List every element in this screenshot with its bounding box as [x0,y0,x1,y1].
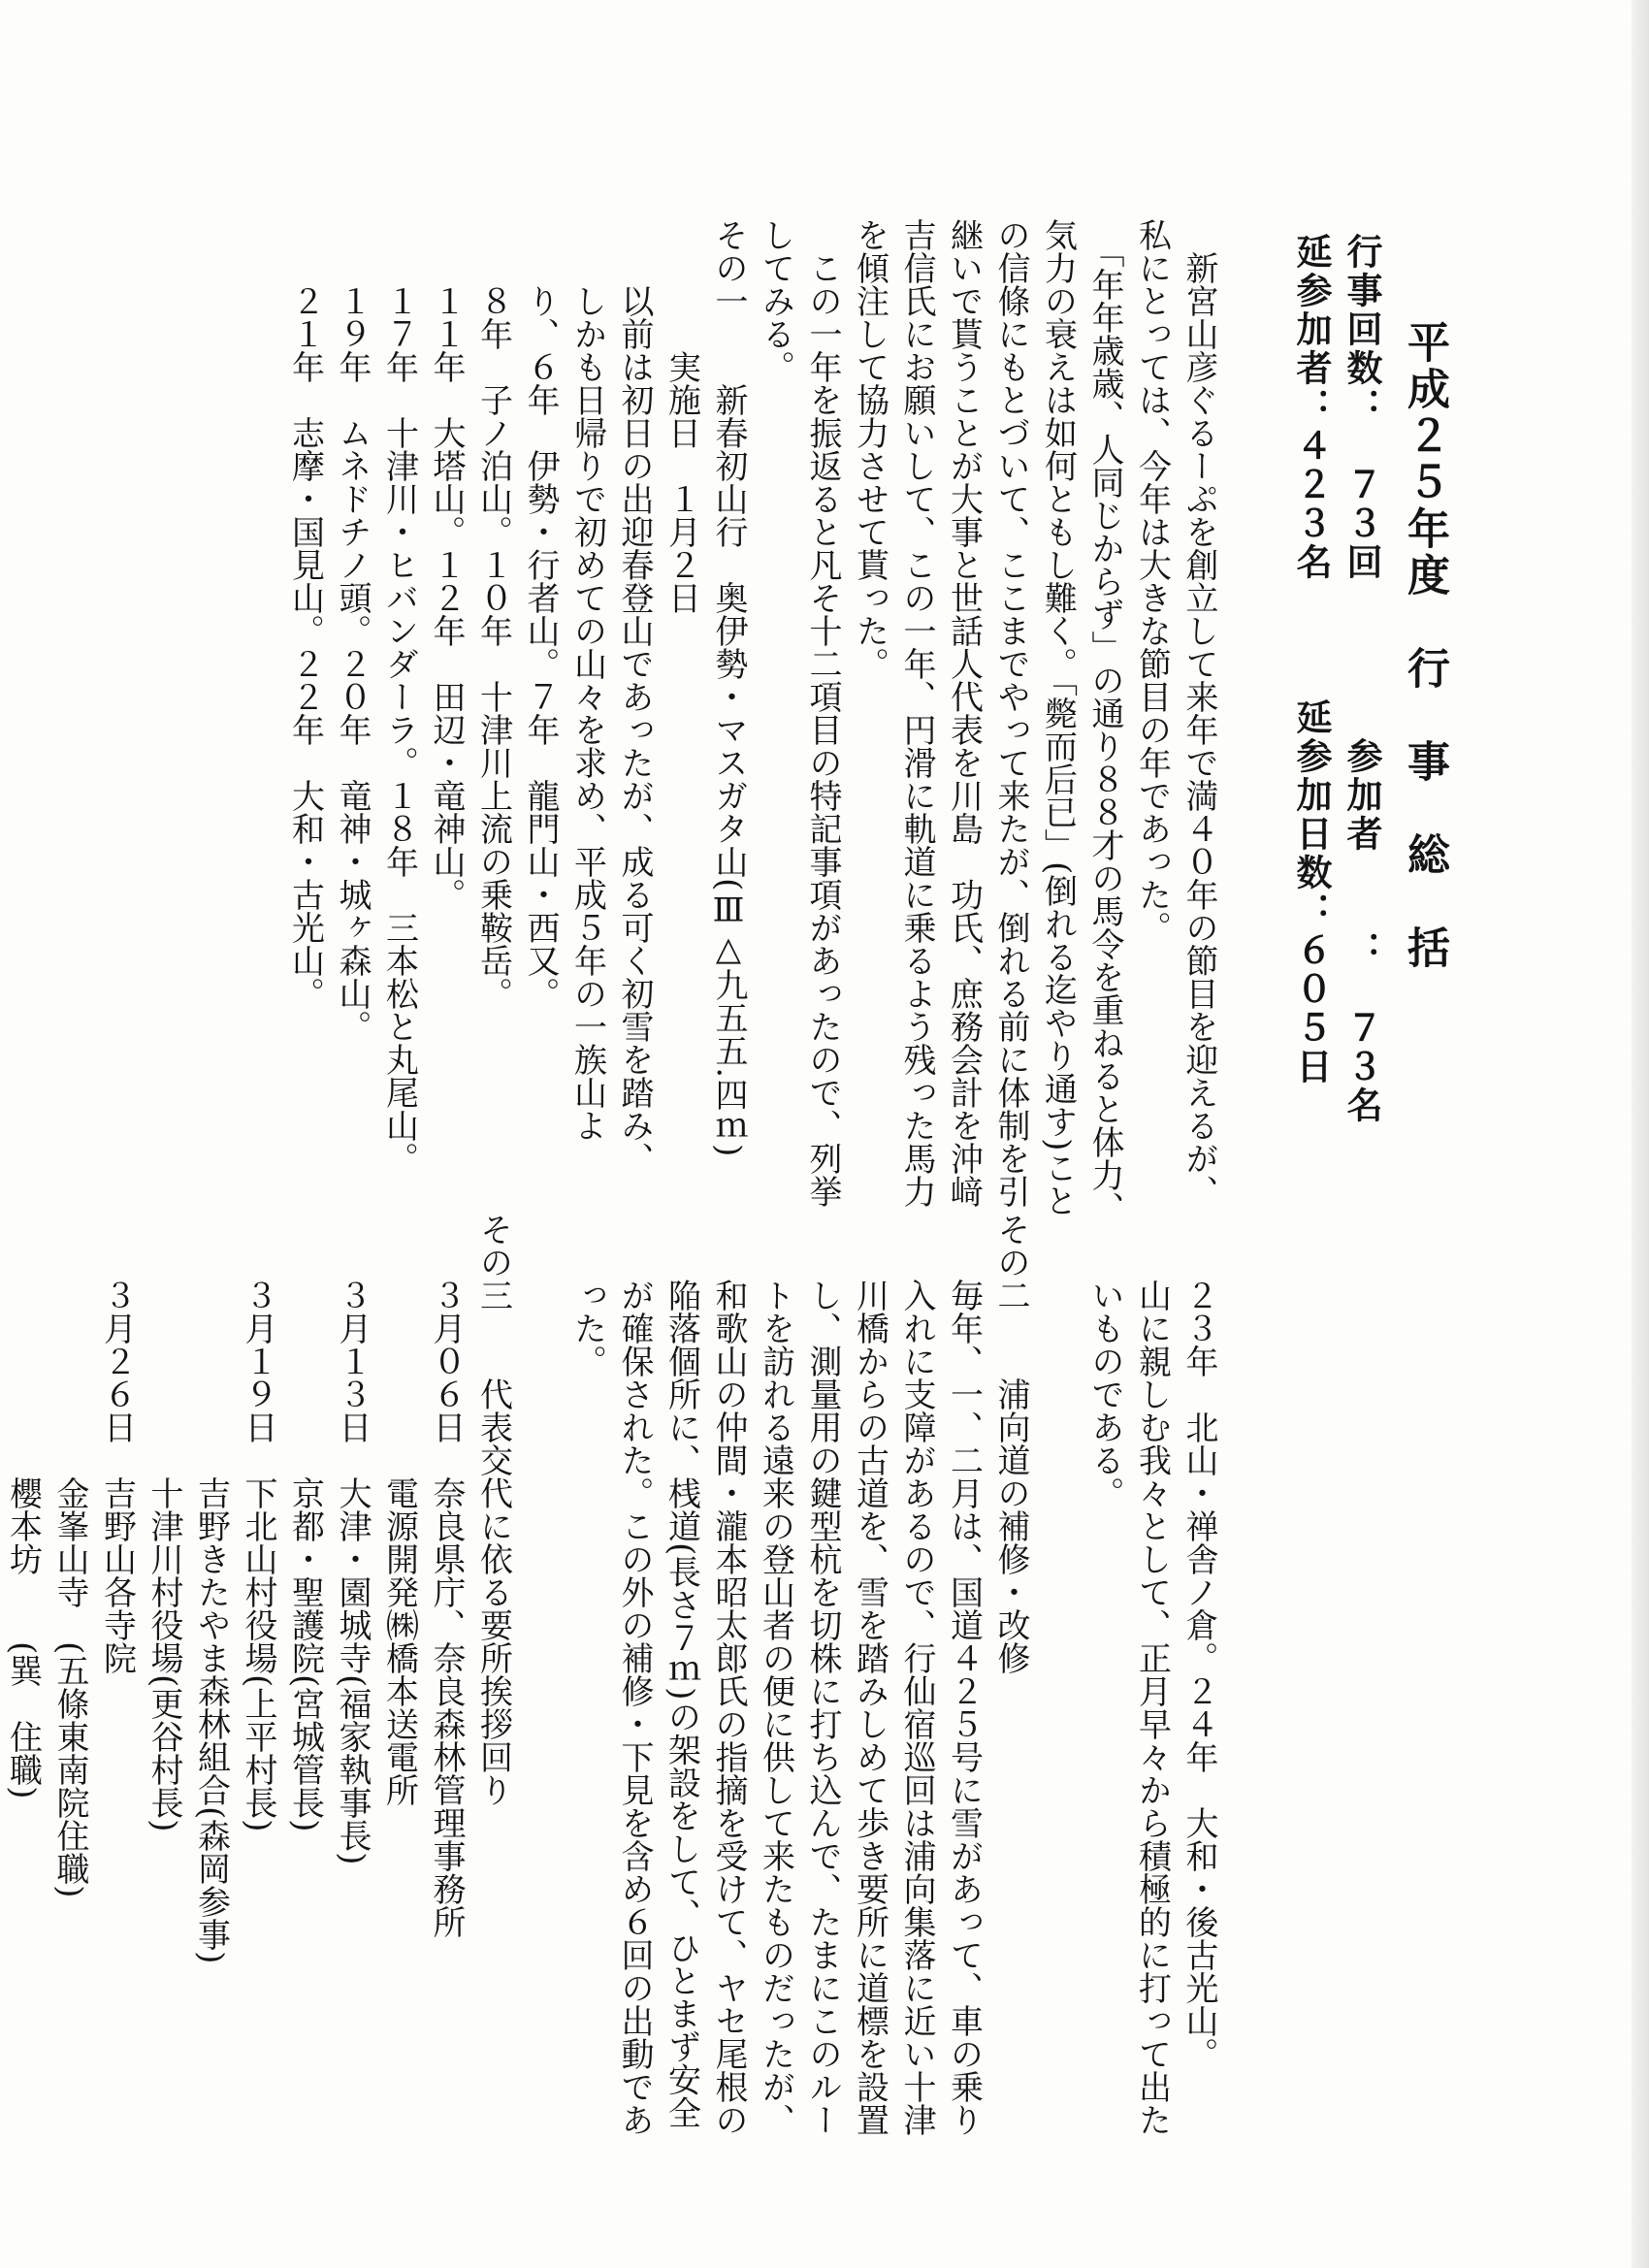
lower-text-line: 十津川村役場(更谷村長) [145,1213,183,1832]
lower-text-line: ３月１３日 大津・園城寺(福家執事長) [333,1213,372,1865]
upper-text-line: 「年年歳歳、人同じからず」の通り８８才の馬令を重ねると体力、 [1085,218,1124,1224]
body-text-lower [0,1213,1222,2212]
upper-text-line: 新宮山彦ぐるーぷを創立して来年で満４０年の節目を迎えるが、 [1180,218,1218,1208]
lower-text-line: その二 浦向道の補修・改修 [991,1213,1030,1674]
lower-text-line: 毎年、一、二月は、国道４２５号に雪があって、車の乗り [944,1213,984,2136]
lower-text-line: 金峯山寺 (五條東南院住職) [50,1213,89,1898]
upper-text-line: この一年を振返ると凡そ十二項目の特記事項があったので、列挙 [803,218,842,1208]
lower-text-line: 京都・聖護院(宮城管長) [285,1213,325,1832]
upper-text-line: 継いで貰うことが大事と世話人代表を川島 功氏、庶務会計を沖﨑 [944,218,984,1208]
lower-text-line: ３月１９日 下北山村役場(上平村長) [239,1213,277,1832]
lower-text-line: 吉野きたやま森林組合(森岡参事) [191,1213,231,1964]
upper-text-line: ８年 子ノ泊山。１０年 十津川上流の乗鞍岳。 [473,218,513,1010]
lower-text-line [517,1213,565,2212]
upper-text-line: 気力の衰えは如何ともし難く。「斃而后已」(倒れる迄やり通す)こと [1038,218,1078,1217]
lower-text-line: 山に親しむ我々として、正月早々から積極的に打って出た [1132,1213,1172,2136]
lower-text-line: った。 [567,1213,607,1377]
upper-text-line: 私にとっては、今年は大きな節目の年であった。 [1132,218,1172,944]
upper-text-line: 実施日 １月２日 [662,218,701,614]
upper-text-line: り、６年 伊勢・行者山。７年 龍門山・西又。 [521,218,560,1010]
lower-text-line: が確保された。この外の補修・下見を含め６回の出動であ [615,1213,654,2136]
upper-text-line: を傾注して協力させて貰った。 [850,218,889,680]
lower-text-line: ３月０６日 奈良県庁、奈良森林管理事務所 [427,1213,466,1938]
lower-text-line: 和歌山の仲間・瀧本昭太郎氏の指摘を受けて、ヤセ尾根の [709,1213,748,2136]
upper-text-line: 以前は初日の出迎春登山であったが、成る可く初雪を踏み、 [615,218,654,1175]
upper-text-line: の信條にもとづいて、ここまでやって来たが、倒れる前に体制を引 [991,218,1030,1208]
lower-text-line: いものである。 [1085,1213,1124,1509]
lower-text-line: 陥落個所に、桟道(長さ７ｍ)の架設をして、ひとまず安全 [662,1213,701,2129]
document-title: 平成２５年度 行 事 総 括 [1400,320,1449,972]
upper-text-line: １１年 大塔山。１２年 田辺・竜神山。 [427,218,466,911]
lower-text-line: ２３年 北山・禅舎ノ倉。２４年 大和・後古光山。 [1180,1213,1218,2070]
lower-text-line [1034,1213,1082,2212]
stats-line-totals: 延参加者：４２３名 延参加日数：６０５日 [1290,233,1333,1086]
upper-text-line: してみる。 [756,218,795,383]
upper-text-line: ２１年 志摩・国見山。２２年 大和・古光山。 [285,218,325,1010]
upper-text-line: しかも日帰りで初めての山々を求め、平成５年の一族山よ [567,218,607,1142]
upper-text-line: １７年 十津川・ヒバンダーラ。１８年 三本松と丸尾山。 [379,218,419,1175]
upper-text-line: 吉信氏にお願いして、この一年、円滑に軌道に乗るよう残った馬力 [897,218,936,1208]
lower-text-line: 櫻本坊 (巽 住職) [3,1213,43,1799]
lower-text-line: 電源開発㈱橋本送電所 [379,1213,419,1806]
upper-text-line: その一 新春初山行 奥伊勢・マスガタ山(Ⅲ△九五五.四ｍ) [709,218,748,1157]
lower-text-line: トを訪れる遠来の登山者の便に供して来たものだったが、 [756,1213,795,2136]
lower-text-line: し、測量用の鍵型杭を切株に打ち込んで、たまにこのルー [803,1213,842,2136]
lower-text-line: 川橋からの古道を、雪を踏みしめて歩き要所に道標を設置 [850,1213,889,2136]
stats-line-events-participants: 行事回数： ７３回 参加者 ： ７３名 [1341,233,1383,1125]
page-edge-shadow [1632,0,1649,2268]
summary-stats [1286,233,1387,1125]
body-text-upper [281,218,1222,1224]
upper-text-line: １９年 ムネドチノ頭。２０年 竜神・城ヶ森山。 [333,218,372,1043]
lower-text-line: その三 代表交代に依る要所挨拶回り [473,1213,513,1806]
lower-text-line: ３月２６日 吉野山各寺院 [97,1213,137,1674]
lower-text-line: 入れに支障があるので、行仙宿巡回は浦向集落に近い十津 [897,1213,936,2136]
